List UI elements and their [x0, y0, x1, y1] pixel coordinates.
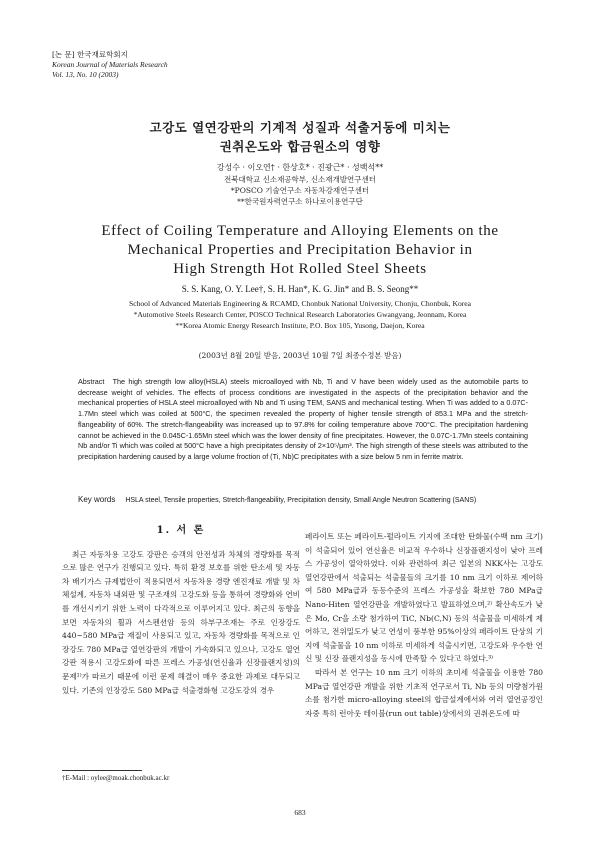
- keywords-text: HSLA steel, Tensile properties, Stretch-flangeability, Precipitation density, Small Angle Neutron Scattering (SANS): [125, 497, 477, 504]
- footnote-divider: [62, 770, 142, 771]
- korean-affiliations: [60, 174, 540, 207]
- english-title: [60, 222, 540, 279]
- journal-name-en: Korean Journal of Materials Research: [52, 60, 168, 69]
- english-title-line: High Strength Hot Rolled Steel Sheets: [173, 261, 427, 277]
- korean-title-line: 고강도 열연강판의 기계적 성질과 석출거동에 미치는: [149, 120, 451, 135]
- korean-affiliation: 전북대학교 신소재공학부, 신소재개발연구센터: [223, 175, 377, 184]
- english-title-line: Effect of Coiling Temperature and Alloying Elements on the: [101, 223, 499, 239]
- footnote: †E-Mail : oylee@moak.chonbuk.ac.kr: [62, 774, 170, 782]
- korean-title: [60, 118, 540, 156]
- abstract: [78, 377, 528, 463]
- section-heading: 1. 서 론: [156, 525, 206, 536]
- body-paragraph: 따라서 본 연구는 10 nm 크기 이하의 초미세 석출물을 이용한 780 MPa급 열연강판 개발을 위한 기초적 연구로서 Ti, Nb 등의 미량첨가원소를 첨가한 micro-alloying steel의 합금설계에서와 여러 열연공정인자중 특히 런아웃 테이블(run out table)상에서의 권취온도에 따: [305, 667, 543, 718]
- keywords-label: Key words: [78, 495, 116, 504]
- korean-title-line: 권취온도와 합금원소의 영향: [219, 139, 381, 154]
- korean-affiliation: **한국원자력연구소 하나로이용연구단: [237, 197, 363, 206]
- korean-authors: 강성수 · 이오연† · 한상호* · 진광근* · 성백석**: [216, 163, 384, 172]
- left-column: [62, 524, 300, 697]
- journal-volume: Vol. 13, No. 10 (2003): [52, 70, 119, 79]
- english-authors: S. S. Kang, O. Y. Lee†, S. H. Han*, K. G. Jin* and B. S. Seong**: [181, 284, 419, 294]
- korean-affiliation: *POSCO 기술연구소 자동차강재연구센터: [230, 186, 370, 195]
- journal-header: [52, 50, 168, 80]
- right-column: [305, 530, 543, 720]
- english-title-line: Mechanical Properties and Precipitation Behavior in: [127, 242, 473, 258]
- english-affiliation: School of Advanced Materials Engineering & RCAMD, Chonbuk National University, Chonju, Chonbuk, Korea: [128, 299, 472, 308]
- keywords: [78, 495, 538, 506]
- journal-name-ko: [논 문] 한국재료학회지: [52, 50, 128, 59]
- english-affiliation: *Automotive Steels Research Center, POSCO Technical Research Laboratories Gwangyang, Jeonnam, Korea: [133, 310, 467, 319]
- body-paragraph: 페라이트 또는 페라이트-펄라이트 기지에 조대한 탄화물(수백 nm 크기)이 석출되어 있어 연신율은 비교적 우수하나 신장플랜지성이 낮아 프레스 가공성이 열악하였다. 이와 관련하여 최근 일본의 NKK사는 고강도 열연강판에서 석출되는 석출물들의 크기를 10 nm 크기 이하로 제어하여 580 MPa급과 동등수준의 프레스 가공성을 확보한 780 MPa급 Nano-Hiten 열연강판을 개발하였다고 발표하였으며,²⁾ 확산속도가 낮은 Mo, Cr을 소량 첨가하여 TiC, Nb(C,N) 등의 석출물을 미세하게 제어하고, 전위밀도가 낮고 연성이 풍부한 95%이상의 페라이트 단상의 기지에 석출물을 10 nm 이하로 미세하게 석출시키면, 고강도와 우수한 연신 및 신장 플랜지성을 동시에 만족할 수 있다고 하였다.³⁾: [305, 532, 543, 664]
- abstract-label: Abstract: [78, 377, 105, 386]
- english-affiliations: [40, 298, 560, 331]
- body-paragraph: 최근 자동차용 고강도 강판은 승객의 안전성과 차체의 경량화를 목적으로 많은 연구가 진행되고 있다. 특히 환경 보호를 위한 탄소세 및 자동차 배기가스 규제법안이 적용되면서 자동차용 경량 엔진재료 개발 및 차체설계, 자동차 내외판 및 구조재의 고강도화 등을 통하여 경량화와 연비를 개선시키기 위한 노력이 다각적으로 이루어지고 있다. 최근의 동향을 보면 자동차의 휠과 서스펜션암 등의 하부구조재는 주로 인장강도 440~580 MPa급 재질이 사용되고 있고, 자동차 경량화를 목적으로 인장강도 780 MPa급 열연강판의 개발이 가속화되고 있으나, 고강도 열연강판 적용시 고강도화에 따른 프레스 가공성(연신율과 신장플랜지성)의 문제¹⁾가 따르기 때문에 이런 문제 해결이 매우 중요한 과제로 대두되고 있다. 기존의 인장강도 580 MPa급 석출경화형 고강도강의 경우: [62, 549, 300, 695]
- english-affiliation: **Korea Atomic Energy Research Institute, P.O. Box 105, Yusong, Daejon, Korea: [175, 321, 425, 330]
- page-number: 683: [294, 808, 306, 817]
- abstract-text: The high strength low alloy(HSLA) steels microalloyed with Nb, Ti and V have been widely used as the automobile parts to decrease weight of vehicles. The effects of process conditions are investigated in the aspects of the precipitation behavior and the mechanical properties of HSLA steel microalloyed with Nb and Ti using TEM, SANS and mechanical testing. When Ti was added to a 0.07C-1.7Mn steel which was coiled at 500°C, the specimen revealed the property of higher tensile strength of 853.1 MPa and the stretch-flangeability of 60%. The stretch-flangeability was increased up to 97.8% for coiling temperature above 700°C. The precipitation hardening cannot be achieved in the 0.045C-1.65Mn steel which was the lower density of fine precipitates. However, the 0.07C-1.7Mn steels containing Nb and/or Ti which was coiled at 500°C have a high precipitates density of 2×10⁵/μm³. The high strength of these steels was attributed to the precipitation hardening caused by a large volume froction of (Ti, Nb)C precipitates with a size below 5 nm in ferrite matrix.: [78, 377, 529, 461]
- received-dates: (2003년 8월 20일 받음, 2003년 10월 7일 최종수정본 받음): [198, 351, 402, 360]
